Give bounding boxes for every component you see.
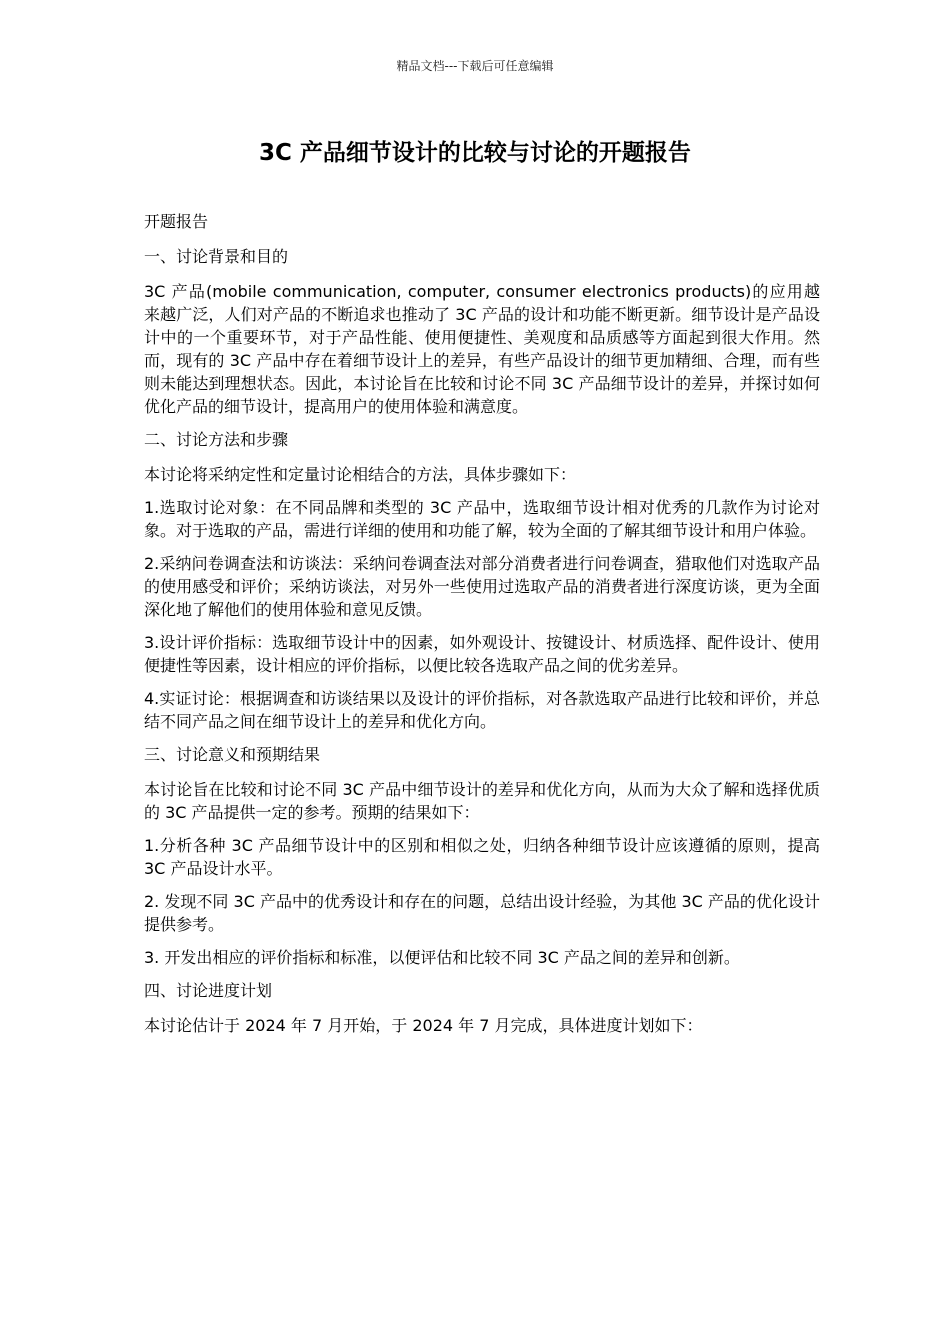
report-label: 开题报告	[144, 212, 209, 231]
paragraph-step-4: 4.实证讨论：根据调查和访谈结果以及设计的评价指标，对各款选取产品进行比较和评价，并总结不同产品之间在细节设计上的差异和优化方向。	[144, 689, 820, 731]
header-note: 精品文档---下载后可任意编辑	[396, 59, 554, 73]
paragraph-schedule: 本讨论估计于 2024 年 7 月开始，于 2024 年 7 月完成，具体进度计划如下：	[144, 1016, 703, 1035]
section-heading-significance: 三、讨论意义和预期结果	[144, 745, 321, 764]
section-heading-schedule: 四、讨论进度计划	[144, 981, 273, 1000]
paragraph-result-1: 1.分析各种 3C 产品细节设计中的区别和相似之处，归纳各种细节设计应该遵循的原则，提高 3C 产品设计水平。	[144, 836, 820, 878]
paragraph-result-2: 2. 发现不同 3C 产品中的优秀设计和存在的问题，总结出设计经验，为其他 3C 产品的优化设计提供参考。	[144, 892, 820, 934]
paragraph-background: 3C 产品(mobile communication, computer, consumer electronics products)的应用越来越广泛，人们对产品的不断追求也推动了 3C 产品的设计和功能不断更新。细节设计是产品设计中的一个重要环节，对于产品性能、使用便捷性、美观度和品质感等方面起到很大作用。然而，现有的 3C 产品中存在着细节设计上的差异，有些产品设计的细节更加精细、合理，而有些则未能达到理想状态。因此，本讨论旨在比较和讨论不同 3C 产品细节设计的差异，并探讨如何优化产品的细节设计，提高用户的使用体验和满意度。	[144, 282, 820, 416]
paragraph-methods-intro: 本讨论将采纳定性和定量讨论相结合的方法，具体步骤如下：	[144, 465, 577, 484]
paragraph-step-2: 2.采纳问卷调查法和访谈法：采纳问卷调查法对部分消费者进行问卷调查，猎取他们对选取产品的使用感受和评价；采纳访谈法，对另外一些使用过选取产品的消费者进行深度访谈，更为全面深化地了解他们的使用体验和意见反馈。	[144, 554, 820, 619]
paragraph-step-1: 1.选取讨论对象：在不同品牌和类型的 3C 产品中，选取细节设计相对优秀的几款作为讨论对象。对于选取的产品，需进行详细的使用和功能了解，较为全面的了解其细节设计和用户体验。	[144, 498, 820, 540]
paragraph-result-3: 3. 开发出相应的评价指标和标准，以便评估和比较不同 3C 产品之间的差异和创新。	[144, 948, 740, 967]
paragraph-step-3: 3.设计评价指标：选取细节设计中的因素，如外观设计、按键设计、材质选择、配件设计、使用便捷性等因素，设计相应的评价指标，以便比较各选取产品之间的优劣差异。	[144, 633, 820, 675]
document-title: 3C 产品细节设计的比较与讨论的开题报告	[259, 140, 691, 166]
section-heading-methods: 二、讨论方法和步骤	[144, 430, 289, 449]
paragraph-significance-intro: 本讨论旨在比较和讨论不同 3C 产品中细节设计的差异和优化方向，从而为大众了解和选择优质的 3C 产品提供一定的参考。预期的结果如下：	[144, 780, 820, 822]
section-heading-background: 一、讨论背景和目的	[144, 247, 289, 266]
document-body	[144, 210, 820, 1047]
